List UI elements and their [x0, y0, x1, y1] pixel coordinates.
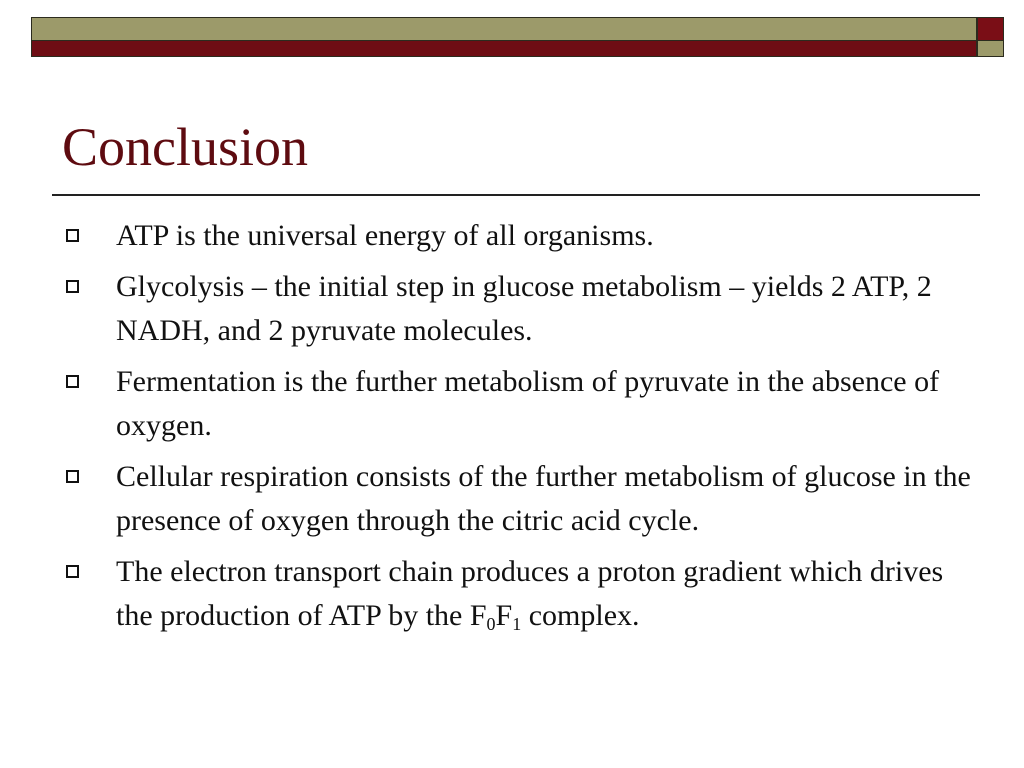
- bullet-item: [62, 550, 972, 638]
- subscript-one: 1: [512, 614, 522, 634]
- bullet-text-end: complex.: [521, 599, 640, 632]
- bullet-item: [62, 265, 972, 353]
- bullet-text-start: The electron transport chain produces a proton gradient which drives the production of ATP by the F: [116, 555, 944, 632]
- header-square-olive: [977, 41, 1004, 57]
- square-bullet-icon: [66, 375, 79, 388]
- subscript-zero: 0: [486, 614, 496, 634]
- bullet-item: [62, 214, 972, 258]
- header-band-olive: [31, 17, 977, 41]
- bullet-text: Fermentation is the further metabolism of pyruvate in the absence of oxygen.: [116, 365, 940, 442]
- bullet-list: [62, 214, 972, 645]
- bullet-text: ATP is the universal energy of all organisms.: [116, 219, 654, 252]
- square-bullet-icon: [66, 565, 79, 578]
- bullet-text: Cellular respiration consists of the further metabolism of glucose in the presence of oxygen through the citric acid cycle.: [116, 460, 971, 537]
- square-bullet-icon: [66, 229, 79, 242]
- bullet-text: Glycolysis – the initial step in glucose metabolism – yields 2 ATP, 2 NADH, and 2 pyruvate molecules.: [116, 270, 932, 347]
- header-band-maroon: [31, 41, 977, 57]
- bullet-item: [62, 455, 972, 543]
- square-bullet-icon: [66, 470, 79, 483]
- header-square-maroon: [977, 17, 1004, 41]
- slide-title: Conclusion: [62, 117, 309, 177]
- bullet-text-mid: F: [495, 599, 513, 632]
- title-divider: [52, 194, 980, 196]
- square-bullet-icon: [66, 280, 79, 293]
- bullet-item: [62, 360, 972, 448]
